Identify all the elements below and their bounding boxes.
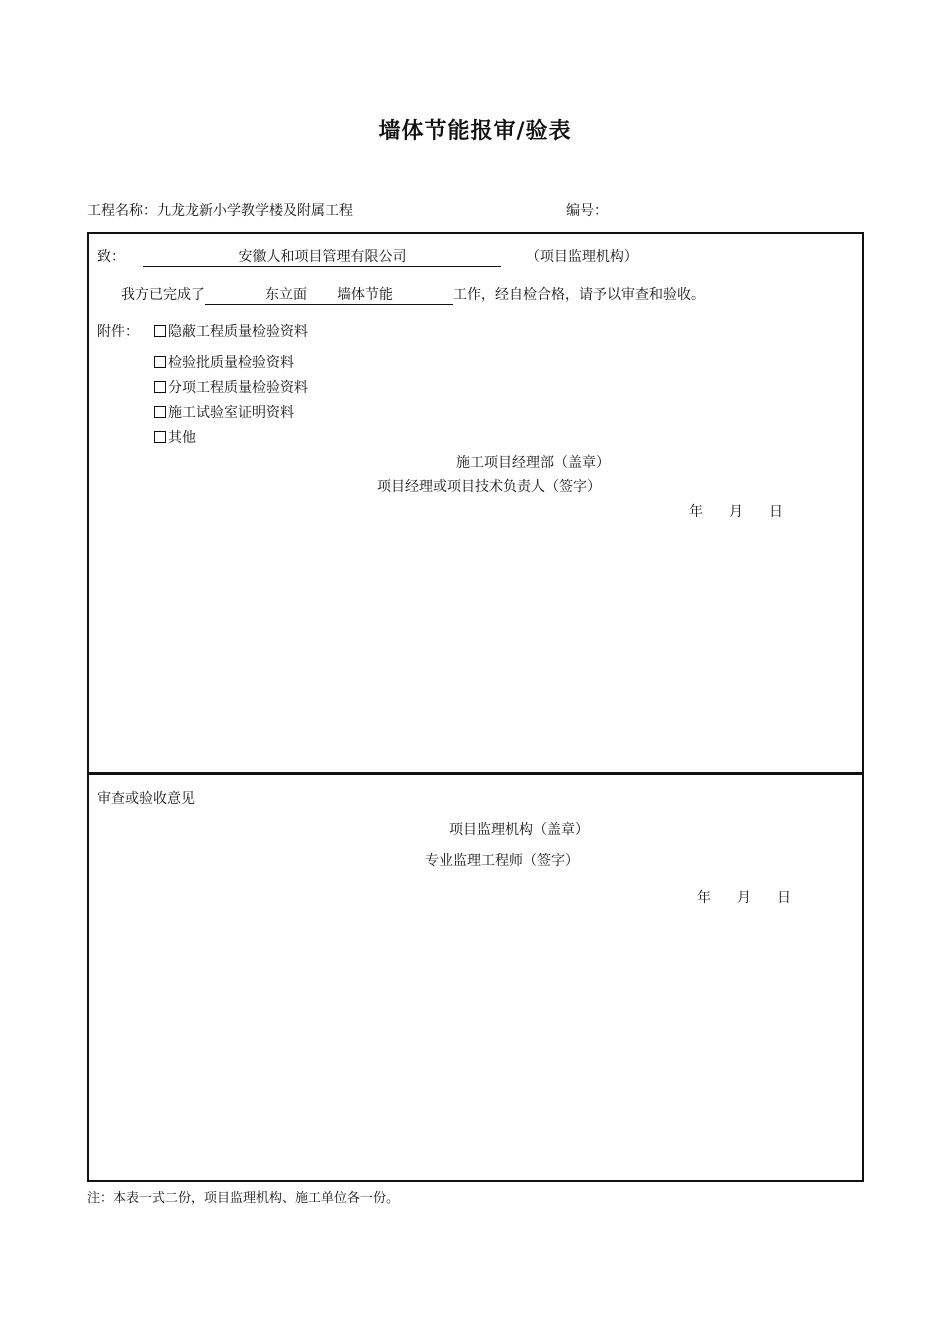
completed-part2: 墙体节能: [337, 287, 393, 303]
dept-seal: 施工项目经理部（盖章）: [456, 455, 610, 471]
page-title: 墙体节能报审/验表: [378, 119, 572, 144]
attachment-label: 隐蔽工程质量检验资料: [168, 324, 308, 340]
manager-signature: 项目经理或项目技术负责人（签字）: [377, 479, 601, 495]
completed-suffix: 工作，经自检合格，请予以审查和验收。: [453, 287, 705, 303]
completed-prefix: 我方已完成了: [121, 287, 205, 303]
attachment-item[interactable]: [154, 427, 196, 447]
checkbox[interactable]: [154, 431, 166, 443]
checkbox[interactable]: [154, 406, 166, 418]
submission-section: [87, 232, 864, 775]
attachment-item[interactable]: [154, 377, 308, 397]
review-section: [87, 772, 864, 1182]
date-month: 月: [737, 890, 751, 906]
review-heading: 审查或验收意见: [97, 791, 195, 807]
completion-statement: [121, 284, 705, 305]
completed-work: [205, 286, 453, 305]
attachment-label: 分项工程质量检验资料: [168, 380, 308, 396]
project-label: 工程名称：: [87, 203, 157, 219]
attachment-label: 施工试验室证明资料: [168, 405, 294, 421]
date-day: 日: [777, 890, 791, 906]
date-month: 月: [729, 504, 743, 520]
completed-part1: 东立面: [265, 287, 307, 303]
attachment-item[interactable]: [154, 352, 294, 372]
to-label: 致：: [97, 249, 125, 265]
footer-note: 注：本表一式二份，项目监理机构、施工单位各一份。: [87, 1191, 400, 1206]
checkbox[interactable]: [154, 381, 166, 393]
to-value: 安徽人和项目管理有限公司: [143, 248, 501, 267]
checkbox[interactable]: [154, 325, 166, 337]
date-day: 日: [769, 504, 783, 520]
engineer-signature: 专业监理工程师（签字）: [425, 853, 579, 869]
date-year: 年: [689, 504, 703, 520]
number-label: 编号：: [566, 203, 608, 219]
attachment-label: 检验批质量检验资料: [168, 355, 294, 371]
org-seal: 项目监理机构（盖章）: [449, 822, 589, 838]
attachments-label: 附件：: [97, 324, 139, 340]
addressee-line: [97, 246, 638, 267]
project-name: 九龙龙新小学教学楼及附属工程: [157, 203, 353, 219]
date-line: [689, 501, 783, 521]
date-year: 年: [697, 890, 711, 906]
attachment-item[interactable]: [154, 402, 294, 422]
attachment-item[interactable]: [154, 321, 308, 341]
attachment-label: 其他: [168, 430, 196, 446]
project-name-line: [87, 200, 353, 220]
checkbox[interactable]: [154, 356, 166, 368]
to-suffix: （项目监理机构）: [525, 249, 638, 265]
date-line: [697, 887, 791, 907]
